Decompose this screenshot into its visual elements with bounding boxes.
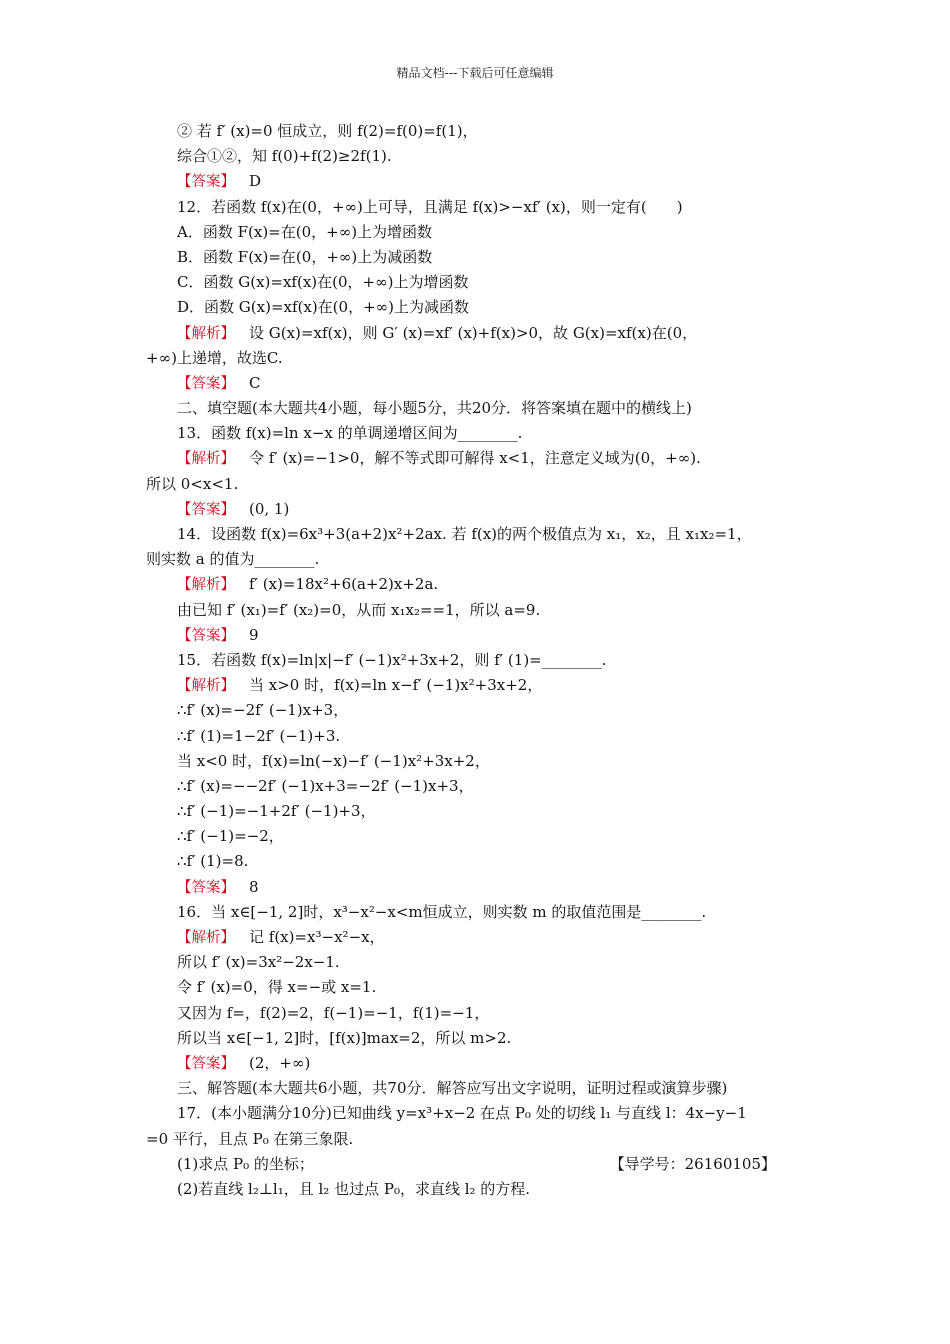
answer-tag: 【答案】 [177,879,235,896]
line-text: =0 平行，且点 P₀ 在第三象限. [146,1129,354,1148]
line-text: +∞)上递增，故选C. [146,348,283,367]
text-line: 所以当 x∈[−1, 2]时，[f(x)]max=2，所以 m>2. [177,1028,512,1047]
answer-line [146,446,806,471]
answer-line [146,623,806,648]
text-line: ∴f′ (−1)=−2， [177,827,284,846]
text-line: B．函数 F(x)=在(0，+∞)上为减函数 [177,247,433,266]
text-line: 14．设函数 f(x)=6x³+3(a+2)x²+2ax. 若 f(x)的两个极值点为 x₁，x₂，且 x₁x₂=1， [177,525,752,543]
text-line [146,472,806,497]
text-line: ② 若 f′ (x)=0 恒成立，则 f(2)=f(0)=f(1)， [177,122,478,140]
answer-line [146,875,806,900]
text-line: 16．当 x∈[−1, 2]时，x³−x²−x<m恒成立，则实数 m 的取值范围是________. [177,902,707,921]
answer-line [146,572,806,597]
text-line: ∴f′ (x)=−−2f′ (−1)x+3=−2f′ (−1)x+3， [177,776,474,795]
answer-line [146,371,806,396]
answer-line [146,321,806,346]
line-text: (2，+∞) [249,1053,311,1072]
answer-line [146,673,806,698]
line-text: 设 G(x)=xf(x)，则 G′ (x)=xf′ (x)+f(x)>0，故 G(x)=xf(x)在(0， [249,323,698,342]
line-text: 令 f′ (x)=−1>0，解不等式即可解得 x<1，注意定义域为(0，+∞). [249,449,701,468]
answer-line [146,1051,806,1076]
line-text: f′ (x)=18x²+6(a+2)x+2a. [249,575,439,594]
text-line: ∴f′ (x)=−2f′ (−1)x+3， [177,701,349,720]
answer-line [146,169,806,194]
text-line: 综合①②，知 f(0)+f(2)≥2f(1). [177,147,392,166]
text-line: 二、填空题(本大题共4小题，每小题5分，共20分．将答案填在题中的横线上) [177,399,692,418]
line-text: (0, 1) [249,499,290,518]
line-text: C [249,373,261,392]
text-line [146,1127,806,1152]
document-body [146,119,806,1202]
answer-tag: 【解析】 [177,930,235,946]
page-header: 精品文档---下载后可任意编辑 [396,66,554,80]
guide-number: 【导学号：26160105】 [609,1154,776,1173]
answer-tag: 【答案】 [177,1055,235,1072]
text-line: D．函数 G(x)=xf(x)在(0，+∞)上为减函数 [177,298,469,317]
text-line: A．函数 F(x)=在(0，+∞)上为增函数 [177,222,433,241]
text-line: 17．(本小题满分10分)已知曲线 y=x³+x−2 在点 P₀ 处的切线 l₁ 与直线 l：4x−y−1 [177,1104,747,1123]
answer-tag: 【解析】 [177,325,235,342]
line-text: 当 x>0 时，f(x)=ln x−f′ (−1)x²+3x+2， [249,676,543,695]
line-text: D [249,172,262,191]
line-text: 记 f(x)=x³−x²−x， [249,928,385,946]
text-line: 12．若函数 f(x)在(0，+∞)上可导，且满足 f(x)>−xf′ (x)，则一定有( ) [177,197,683,216]
line-text: 8 [249,877,259,896]
line-text: (1)求点 P₀ 的坐标； [177,1154,314,1173]
answer-tag: 【答案】 [177,375,235,392]
answer-tag: 【解析】 [177,577,235,594]
text-line: ∴f′ (1)=1−2f′ (−1)+3. [177,726,341,745]
answer-tag: 【答案】 [177,174,235,191]
text-line: 由已知 f′ (x₁)=f′ (x₂)=0，从而 x₁x₂==1，所以 a=9. [177,600,541,619]
text-line: (2)若直线 l₂⊥l₁，且 l₂ 也过点 P₀，求直线 l₂ 的方程. [177,1179,531,1198]
text-line: ∴f′ (−1)=−1+2f′ (−1)+3， [177,802,376,821]
text-line: 又因为 f=，f(2)=2，f(−1)=−1，f(1)=−1， [177,1003,490,1022]
text-line: 13．函数 f(x)=ln x−x 的单调递增区间为________. [177,424,523,443]
answer-tag: 【答案】 [177,627,235,644]
answer-line [146,925,806,950]
text-line: 三、解答题(本大题共6小题，共70分．解答应写出文字说明，证明过程或演算步骤) [177,1079,728,1098]
text-line [146,547,806,572]
answer-tag: 【答案】 [177,501,235,518]
text-line: C．函数 G(x)=xf(x)在(0，+∞)上为增函数 [177,273,469,292]
text-line: ∴f′ (1)=8. [177,852,249,871]
text-line: 令 f′ (x)=0，得 x=−或 x=1. [177,978,377,997]
line-text: 9 [249,625,259,644]
text-line: 所以 f′ (x)=3x²−2x−1. [177,953,340,972]
text-line [146,1152,806,1177]
line-text: 所以 0<x<1. [146,474,239,493]
text-line: 当 x<0 时，f(x)=ln(−x)−f′ (−1)x²+3x+2， [177,751,490,770]
text-lines [146,119,806,1202]
answer-tag: 【解析】 [177,451,235,468]
line-text: 则实数 a 的值为________. [146,550,320,569]
text-line [146,346,806,371]
text-line: 15．若函数 f(x)=ln|x|−f′ (−1)x²+3x+2，则 f′ (1)=________. [177,650,607,669]
answer-line [146,497,806,522]
answer-tag: 【解析】 [177,678,235,695]
